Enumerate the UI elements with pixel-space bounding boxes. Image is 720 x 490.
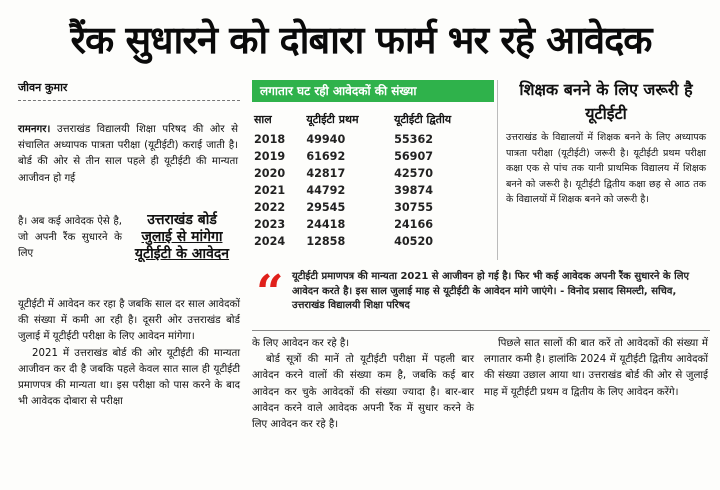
pull-callout [126, 212, 238, 263]
dateline: रामनगर। [18, 124, 51, 135]
column-3-paragraph: पिछले सात सालों की बात करें तो आवेदकों की संख्या में लगातार कमी है। हालांकि 2024 में यूटीईटी द्वितीय आवेदकों की संख्या उछाल आया था। उत्तराखंड बोर्ड की ओर से जुलाई माह में यूटीईटी प्रथम व द्वितीय के लिए आवेदन करेंगे। [484, 338, 708, 398]
year-cell: 2024 [254, 235, 286, 248]
first-cell: 42817 [306, 167, 346, 180]
second-cell: 56907 [394, 150, 434, 163]
stats-header-second: यूटीईटी द्वितीय [394, 113, 452, 126]
byline: जीवन कुमार [18, 81, 68, 94]
second-cell: 42570 [394, 167, 434, 180]
first-cell: 49940 [306, 133, 346, 146]
sidebar-heading: शिक्षक बनने के लिए जरूरी है यूटीईटी [519, 80, 693, 123]
byline-divider [18, 100, 240, 101]
stats-table [254, 112, 490, 250]
year-cell: 2021 [254, 184, 286, 197]
headline: रैंक सुधारने को दोबारा फार्म भर रहे आवेदक [70, 17, 652, 62]
quote-divider [252, 330, 710, 331]
first-cell: 44792 [306, 184, 346, 197]
year-cell: 2018 [254, 133, 286, 146]
column-2 [252, 336, 474, 433]
second-cell: 55362 [394, 133, 434, 146]
quote-block [292, 270, 706, 314]
second-cell: 24166 [394, 218, 434, 231]
sidebar-body: उत्तराखंड के विद्यालयों में शिक्षक बनने के लिए अध्यापक पात्रता परीक्षा (यूटीईटी) जरूरी है। यूटीईटी प्रथम परीक्षा कक्षा एक से पांच तक यानी प्राथमिक विद्यालय में शिक्षक बनने को जरूरी है। यूटीईटी द्वितीय कक्षा छह से आठ तक के विद्यालयों में शिक्षक बनने को जरूरी है। [506, 132, 706, 205]
second-cell: 40520 [394, 235, 434, 248]
column-1-continued [18, 297, 240, 410]
quote-attribution: - विनोद प्रसाद सिमल्टी, सचिव, उत्तराखंड विद्यालयी शिक्षा परिषद [292, 285, 677, 311]
second-cell: 30755 [394, 201, 434, 214]
callout-line-1: उत्तराखंड बोर्ड [147, 212, 217, 228]
column-1-paragraph-1: यूटीईटी में आवेदन कर रहा है जबकि साल दर साल आवेदकों की संख्या में कमी आ रही है। दूसरी ओर उत्तराखंड बोर्ड जुलाई में यूटीईटी परीक्षा के लिए आवेदन मांगेगा। [18, 299, 240, 343]
table-row [254, 182, 490, 199]
first-cell: 24418 [306, 218, 346, 231]
column-1-intro [18, 122, 238, 187]
year-cell: 2019 [254, 150, 286, 163]
column-2-paragraph-2: बोर्ड सूत्रों की मानें तो यूटीईटी परीक्षा में पहली बार आवेदन करने वालों की संख्या कम है, जबकि कई बार आवेदन कर चुके आवेदकों की संख्या ज्यादा है। बार-बार आवेदन करने वाले आवेदक अपनी रैंक में सुधार करने के लिए आवेदन कर रहे है। [252, 354, 474, 431]
second-cell: 39874 [394, 184, 434, 197]
column-1-wrap-text: है। अब कई आवेदक ऐसे है, जो अपनी रैंक सुधारने के लिए [18, 216, 122, 260]
table-row [254, 199, 490, 216]
quote-text: यूटीईटी प्रमाणपत्र की मान्यता 2021 से आजीवन हो गई है। फिर भी कई आवेदक अपनी रैंक सुधारने के लिए आवेदन करते है। इस साल जुलाई माह से यूटीईटी के आवेदन मांगे जाएंगे। [292, 271, 689, 297]
year-cell: 2023 [254, 218, 286, 231]
year-cell: 2020 [254, 167, 286, 180]
table-row [254, 148, 490, 165]
table-row [254, 165, 490, 182]
table-row [254, 233, 490, 250]
callout-line-3: यूटीईटी के आवेदन [134, 246, 230, 262]
table-row [254, 216, 490, 233]
year-cell: 2022 [254, 201, 286, 214]
column-1-text-top: उत्तराखंड विद्यालयी शिक्षा परिषद की ओर से संचालित अध्यापक पात्रता परीक्षा (यूटीईटी) कराई जाती है। बोर्ड की ओर से तीन साल पहले ही यूटीईटी की मान्यता आजीवन हो गई [18, 124, 238, 184]
column-divider [497, 80, 498, 260]
first-cell: 61692 [306, 150, 346, 163]
column-1-paragraph-2: 2021 में उत्तराखंड बोर्ड की ओर यूटीईटी की मान्यता आजीवन कर दी है जबकि पहले केवल सात साल ही यूटीईटी प्रमाणपत्र की मान्यता था। इस परीक्षा को पास करने के बाद भी आवेदक दोबारा से परीक्षा [18, 347, 240, 408]
column-2-paragraph-1: के लिए आवेदन कर रहे है। [252, 338, 350, 349]
callout-line-2: जुलाई से मांगेगा [141, 229, 223, 245]
column-3 [484, 336, 708, 401]
table-row [254, 131, 490, 148]
stats-header-year: साल [254, 113, 272, 126]
stats-title: लगातार घट रही आवेदकों की संख्या [252, 80, 494, 102]
first-cell: 29545 [306, 201, 346, 214]
quote-mark-icon: “ [256, 265, 284, 321]
first-cell: 12858 [306, 235, 346, 248]
stats-header-first: यूटीईटी प्रथम [306, 113, 359, 126]
